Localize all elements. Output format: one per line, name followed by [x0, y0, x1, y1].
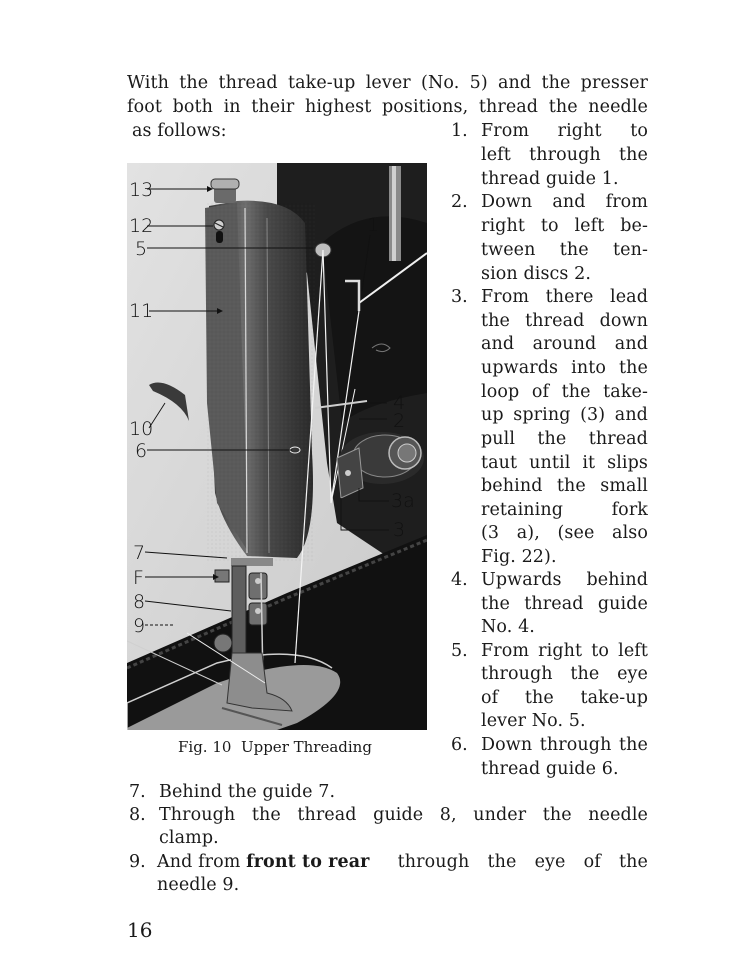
step-line: right to left be-: [481, 216, 648, 236]
figure-label-13: 13: [129, 179, 154, 201]
figure-label-11: 11: [129, 300, 154, 322]
step-number: 9.: [129, 852, 146, 872]
step-line: thread guide 6.: [481, 759, 619, 779]
step-line: Behind the guide 7.: [159, 782, 336, 802]
step-line: the thread guide: [481, 594, 648, 614]
step-number: 6.: [451, 735, 468, 755]
step-9-emphasis: front to rear: [246, 852, 370, 872]
step-line: Through the thread guide 8, under the needle: [159, 805, 648, 825]
step-9-post: through the eye of the: [379, 852, 648, 872]
step-line: thread guide 1.: [481, 169, 619, 189]
step-line: sion discs 2.: [481, 264, 592, 284]
step-line: taut until it slips: [481, 453, 648, 473]
step-line: left through the: [481, 145, 648, 165]
figure-label-F: F: [133, 567, 144, 589]
step-line: up spring (3) and: [481, 405, 648, 425]
step-line: From there lead: [481, 287, 648, 307]
step-line: behind the small: [481, 476, 648, 496]
step-number: 5.: [451, 641, 468, 661]
step-number: 1.: [451, 121, 468, 141]
figure-upper-threading: [127, 163, 427, 730]
step-line: Fig. 22).: [481, 547, 557, 567]
figure-label-4: 4: [393, 392, 406, 414]
figure-label-6: 6: [135, 440, 148, 462]
step-line: Down through the: [481, 735, 648, 755]
step-line: the thread down: [481, 311, 648, 331]
step-line: Down and from: [481, 192, 648, 212]
step-line: (3 a), (see also: [481, 523, 648, 543]
step-number: 7.: [129, 782, 146, 802]
figure-label-5: 5: [135, 238, 148, 260]
step-line: pull the thread: [481, 429, 648, 449]
figure-label-3: 3: [393, 519, 406, 541]
step-number: 3.: [451, 287, 468, 307]
figure-caption: Fig. 10 Upper Threading: [178, 738, 372, 756]
step-line: retaining fork: [481, 500, 648, 520]
step-line: From right to left: [481, 641, 648, 661]
step-line: clamp.: [159, 828, 219, 848]
figure-label-9: 9: [133, 615, 146, 637]
figure-label-10: 10: [129, 418, 154, 440]
step-line: No. 4.: [481, 617, 535, 637]
figure-label-3a: 3a: [391, 490, 415, 512]
intro-line-2: foot both in their highest positions, thread the needle: [127, 97, 648, 117]
figure-label-12: 12: [129, 215, 154, 237]
figure-label-1: 1: [367, 214, 380, 236]
step-number: 2.: [451, 192, 468, 212]
step-line: [157, 850, 648, 874]
step-9-pre: And from: [157, 852, 247, 872]
figure-label-2: 2: [393, 410, 406, 432]
step-line: loop of the take-: [481, 382, 648, 402]
step-number: 8.: [129, 805, 146, 825]
step-line: tween the ten-: [481, 240, 648, 260]
sewing-machine-illustration: [127, 163, 427, 730]
step-number: 4.: [451, 570, 468, 590]
step-line: through the eye: [481, 664, 648, 684]
step-line: Upwards behind: [481, 570, 648, 590]
step-line: needle 9.: [157, 875, 240, 895]
figure-label-7: 7: [133, 542, 146, 564]
step-line: From right to: [481, 121, 648, 141]
intro-line-3: as follows:: [132, 121, 227, 141]
page-number: 16: [127, 918, 153, 942]
step-line: lever No. 5.: [481, 711, 586, 731]
step-line: upwards into the: [481, 358, 648, 378]
intro-line-1: With the thread take-up lever (No. 5) and the presser: [127, 73, 648, 93]
figure-label-8: 8: [133, 591, 146, 613]
step-line: and around and: [481, 334, 648, 354]
step-line: of the take-up: [481, 688, 648, 708]
